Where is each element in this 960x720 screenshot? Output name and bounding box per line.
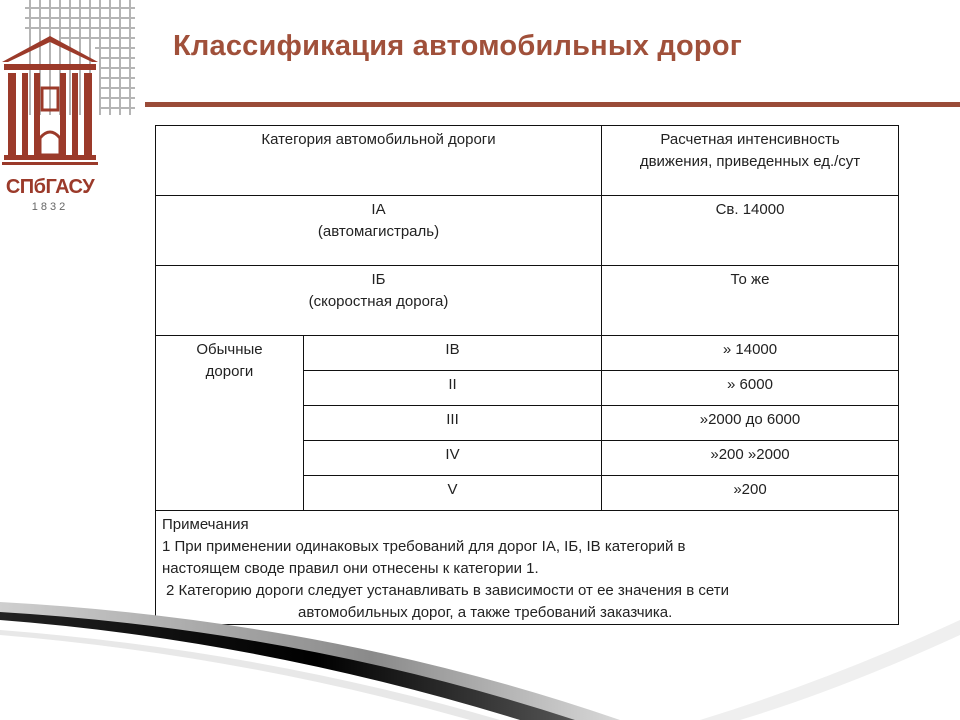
- subcategory-cell: IV: [304, 441, 602, 476]
- note-line: 1 При применении одинаковых требований для дорог IA, IБ, IВ категорий в: [162, 538, 686, 555]
- note-line: 2 Категорию дороги следует устанавливать в зависимости от ее значения в сети: [166, 582, 729, 599]
- intensity-cell: »200: [602, 476, 899, 511]
- intensity-cell: »200 »2000: [602, 441, 899, 476]
- category-cell: IA (автомагистраль): [156, 196, 602, 266]
- decorative-swoosh: [0, 560, 960, 720]
- intensity-cell: »2000 до 6000: [602, 406, 899, 441]
- note-line: автомобильных дорог, а также требований заказчика.: [298, 604, 673, 621]
- intensity-cell: То же: [602, 266, 899, 336]
- subcategory-cell: V: [304, 476, 602, 511]
- subcategory-cell: III: [304, 406, 602, 441]
- category-cell: IБ (скоростная дорога): [156, 266, 602, 336]
- intensity-cell: » 6000: [602, 371, 899, 406]
- intensity-cell: Св. 14000: [602, 196, 899, 266]
- logo-year: 1832: [31, 201, 69, 213]
- page-title: Классификация автомобильных дорог: [173, 30, 743, 62]
- header-category: Категория автомобильной дороги: [156, 126, 602, 196]
- title-underline: [145, 102, 960, 107]
- note-line: настоящем своде правил они отнесены к категории 1.: [162, 560, 539, 577]
- notes-heading: Примечания: [162, 516, 249, 533]
- spbgasu-logo: [0, 0, 135, 215]
- table-row: [156, 196, 899, 266]
- subcategory-cell: IВ: [304, 336, 602, 371]
- intensity-cell: » 14000: [602, 336, 899, 371]
- regular-roads-label: Обычные дороги: [156, 336, 304, 511]
- table-header-row: [156, 126, 899, 196]
- header-intensity: Расчетная интенсивность движения, приведенных ед./сут: [602, 126, 899, 196]
- road-classification-table: [155, 125, 899, 625]
- logo-text: СПбГАСУ: [5, 176, 95, 198]
- table-row: [156, 266, 899, 336]
- subcategory-cell: II: [304, 371, 602, 406]
- table-row: [156, 336, 899, 371]
